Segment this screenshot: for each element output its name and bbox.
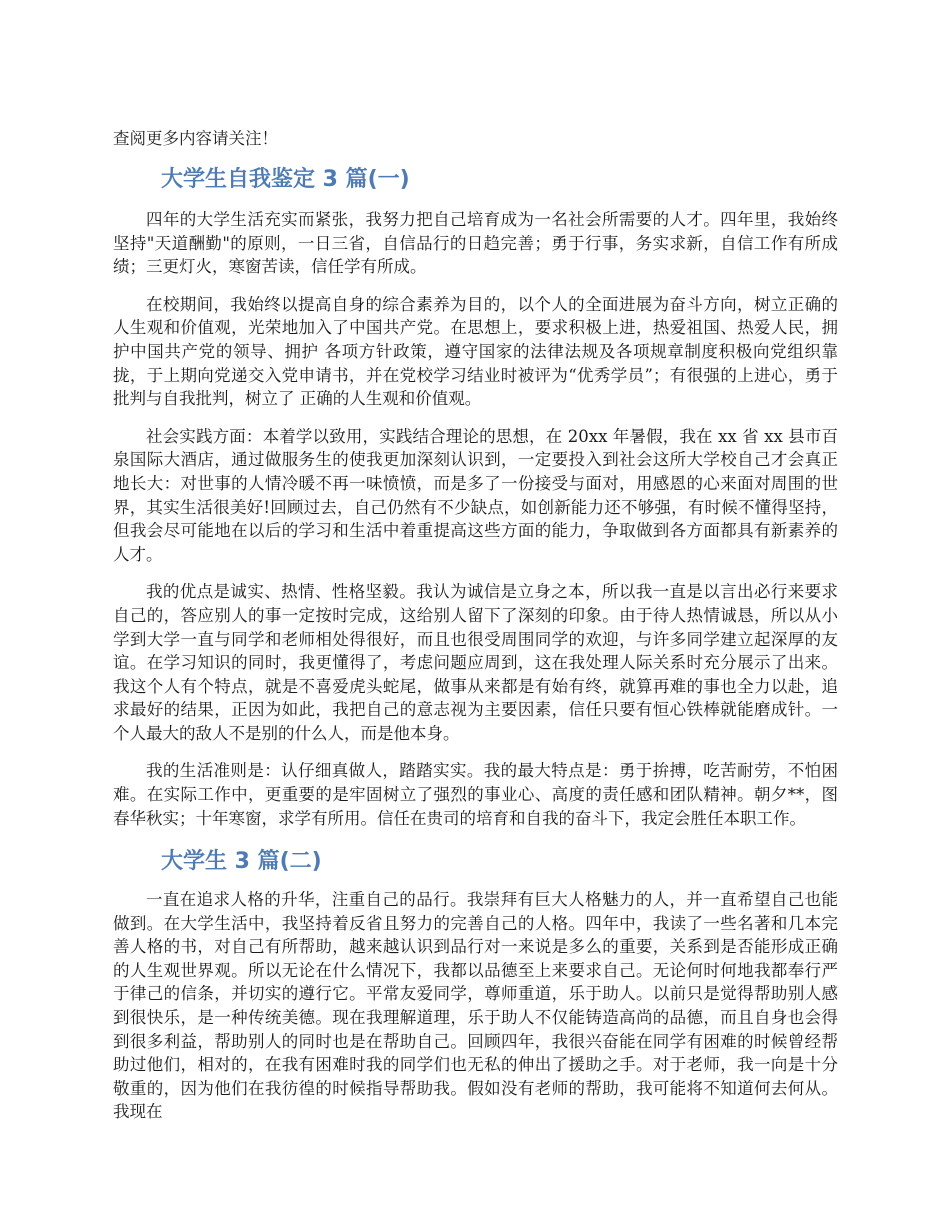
paragraph: 我的生活准则是：认仔细真做人，踏踏实实。我的最大特点是：勇于拚搏，吃苦耐劳，不怕困难。在实际工作中，更重要的是牢固树立了强烈的事业心、高度的责任感和团队精神。朝夕**，图春华秋实；十年寒窗，求学有所用。信任在贵司的培育和自我的奋斗下，我定会胜任本职工作。 [113, 761, 838, 828]
notice-text: 查阅更多内容请关注！ [113, 129, 278, 148]
section-heading-1: 大学生自我鉴定 3 篇(一) [161, 167, 410, 192]
paragraph: 社会实践方面：本着学以致用，实践结合理论的思想，在 20xx 年暑假，我在 xx 省 xx 县市百泉国际大酒店，通过做服务生的使我更加深刻认识到，一定要投入到社会这所大学校自己才会真正地长大：对世事的人情冷暖不再一味愤愤，而是多了一份接受与面对，用感恩的心来面对周围的世界，其实生活很美好!回顾过去，自己仍然有不少缺点，如创新能力还不够强，有时候不懂得坚持，但我会尽可能地在以后的学习和生活中着重提高这些方面的能力，争取做到各方面都具有新素养的人才。 [113, 426, 838, 564]
section-body-1 [113, 208, 838, 844]
section-body-2 [113, 888, 838, 1138]
paragraph: 我的优点是诚实、热情、性格坚毅。我认为诚信是立身之本，所以我一直是以言出必行来要求自己的，答应别人的事一定按时完成，这给别人留下了深刻的印象。由于待人热情诚恳，所以从小学到大学一直与同学和老师相处得很好，而且也很受周围同学的欢迎，与许多同学建立起深厚的友谊。在学习知识的同时，我更懂得了，考虑问题应周到，这在我处理人际关系时充分展示了出来。我这个人有个特点，就是不喜爱虎头蛇尾，做事从来都是有始有终，就算再难的事也全力以赴，追求最好的结果，正因为如此，我把自己的意志视为主要因素，信任只要有恒心铁棒就能磨成针。一个人最大的敌人不是别的什么人，而是他本身。 [113, 582, 838, 743]
paragraph: 四年的大学生活充实而紧张，我努力把自己培育成为一名社会所需要的人才。四年里，我始终坚持"天道酬勤"的原则，一日三省，自信品行的日趋完善；勇于行事，务实求新，自信工作有所成绩；三更灯火，寒窗苦读，信任学有所成。 [113, 210, 838, 277]
paragraph: 在校期间，我始终以提高自身的综合素养为目的，以个人的全面进展为奋斗方向，树立正确的人生观和价值观，光荣地加入了中国共产党。在思想上，要求积极上进，热爱祖国、热爱人民，拥护中国共产党的领导、拥护 各项方针政策，遵守国家的法律法规及各项规章制度积极向党组织靠拢，于上期向党递交入党申请书，并在党校学习结业时被评为“优秀学员”；有很强的上进心，勇于批判与自我批判，树立了 正确的人生观和价值观。 [113, 294, 838, 409]
section-heading-2: 大学生 3 篇(二) [161, 849, 322, 874]
paragraph: 一直在追求人格的升华，注重自己的品行。我崇拜有巨大人格魅力的人，并一直希望自己也能做到。在大学生活中，我坚持着反省且努力的完善自己的人格。四年中，我读了一些名著和几本完善人格的书，对自己有所帮助，越来越认识到品行对一来说是多么的重要，关系到是否能形成正确的人生观世界观。所以无论在什么情况下，我都以品德至上来要求自己。无论何时何地我都奉行严于律己的信条，并切实的遵行它。平常友爱同学，尊师重道，乐于助人。以前只是觉得帮助别人感到很快乐，是一种传统美德。现在我理解道理，乐于助人不仅能铸造高尚的品德，而且自身也会得到很多利益，帮助别人的同时也是在帮助自己。回顾四年，我很兴奋能在同学有困难的时候曾经帮助过他们，相对的，在我有困难时我的同学们也无私的伸出了援助之手。对于老师，我一向是十分敬重的，因为他们在我彷徨的时候指导帮助我。假如没有老师的帮助，我可能将不知道何去何从。我现在 [113, 890, 838, 1122]
